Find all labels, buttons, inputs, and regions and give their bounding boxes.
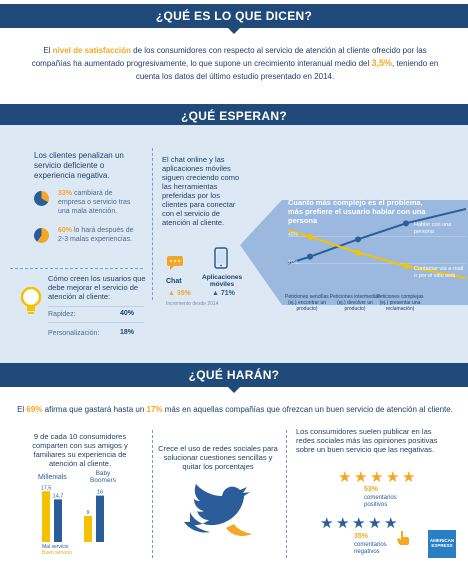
intro-text: , teniendo en cuenta los datos del último estudio presentado en 2014.	[135, 59, 439, 81]
apps-value: ▲ 71%	[212, 290, 235, 297]
pie-60-icon	[34, 228, 49, 243]
star-icon: ★	[320, 515, 334, 532]
series-point	[307, 234, 313, 240]
penalize-block	[34, 151, 144, 259]
category-label: Peticiones complejas (ej.) presentar una reclamación)	[376, 294, 424, 312]
column-divider	[286, 430, 287, 558]
chat-label: Chat	[166, 278, 182, 285]
stat-text: lo hará después de 2-3 malas experiencias.	[58, 227, 134, 243]
apps-value-text: 71%	[220, 290, 235, 297]
amex-logo	[428, 530, 456, 558]
chat-title: El chat online y las aplicaciones móviles siguen creciendo como las herramientas preferidas por los clientes para conectar con el servicio de atención al cliente.	[162, 155, 240, 227]
improve-title: Cómo creen los usuarios que debe mejorar el servicio de atención al cliente:	[48, 274, 146, 301]
stat-text: cambiará de empresa o servicio tras una mala atención.	[58, 190, 131, 215]
mobile-phone-icon	[214, 247, 228, 269]
chat-icon	[166, 255, 184, 271]
boomers-label: Baby Boomers	[89, 470, 116, 484]
positive-pct: 53%	[364, 486, 379, 493]
improve-value: 18%	[120, 329, 135, 336]
publish-title: Los consumidores suelen publicar en las redes sociales más las opiniones positivas sobre un buen servicio que las negativas.	[296, 427, 438, 454]
tick-label: 40%	[288, 232, 299, 238]
chat-value: ▲ 35%	[168, 290, 191, 297]
lead-text: más en aquellas compañías que ofrezcan un buen servicio de atención al cliente.	[162, 405, 453, 414]
intro-paragraph	[30, 44, 440, 83]
twitter-bird-icon	[180, 482, 260, 542]
row-divider	[48, 306, 144, 307]
intro-text: El	[43, 46, 53, 55]
lead-highlight: 69%	[26, 405, 43, 414]
column-divider	[152, 148, 153, 300]
lightbulb-icon	[18, 286, 44, 316]
section-banner-dicen	[0, 4, 468, 28]
star-icon: ★	[402, 469, 416, 486]
chat-block	[162, 155, 243, 307]
penalize-title: Los clientes penalizan un servicio deficiente o experiencia negativa.	[34, 151, 124, 180]
stat-33	[58, 189, 140, 216]
improve-label: Rapidez:	[48, 311, 76, 318]
star-icon: ★	[338, 469, 352, 486]
negative-pct: 35%	[354, 533, 369, 540]
category-label: Peticiones intermedias (ej.) devolver un producto)	[329, 294, 381, 312]
complex-chart-title: Cuanto más complejo es el problema, más prefiere el usuario hablar con una persona	[288, 198, 426, 225]
apps-label: Aplicaciones móviles	[202, 274, 243, 288]
improve-block	[10, 268, 145, 354]
star-icon: ★	[352, 515, 366, 532]
haran-lead	[10, 405, 460, 415]
social-title: Crece el uso de redes sociales para solucionar cuestiones sencillas y quitar los porcentajes	[158, 444, 278, 471]
millenials-label: Millenials	[38, 474, 67, 481]
category-label: Peticiones sencillas (ej.) encontrar un producto)	[285, 294, 329, 312]
lead-highlight: 17%	[146, 405, 163, 414]
star-icon: ★	[368, 515, 382, 532]
improve-value: 40%	[120, 310, 135, 317]
bar-value-label: 9	[86, 509, 90, 516]
bar-chart-svg	[30, 482, 120, 544]
bar-value-label: 17,5	[40, 485, 52, 492]
stat-60	[58, 226, 140, 244]
bar	[42, 491, 50, 542]
positive-label: comentarios positivos	[364, 495, 397, 508]
star-icon: ★	[384, 515, 398, 532]
bars-legend	[42, 544, 72, 556]
section-title: ¿QUÉ ESPERAN?	[181, 109, 287, 123]
stat-pct: 33%	[58, 190, 73, 197]
column-divider	[152, 430, 153, 558]
bar	[84, 516, 92, 542]
bars-group	[41, 485, 104, 542]
section-banner-haran	[0, 363, 468, 387]
series-point	[403, 263, 409, 269]
chat-value-text: 35%	[176, 290, 191, 297]
improve-label: Personalización:	[48, 330, 100, 337]
star-icon: ★	[386, 469, 400, 486]
intro-highlight: 3,5%	[371, 58, 392, 68]
star-icon: ★	[370, 469, 384, 486]
stat-pct: 60%	[58, 227, 73, 234]
section-title: ¿QUÉ ES LO QUE DICEN?	[155, 9, 313, 23]
lead-text: afirma que gastará hasta un	[42, 405, 147, 414]
tick-label: 20%	[288, 260, 299, 266]
bar-value-label: 16	[96, 489, 104, 496]
row-divider	[48, 322, 144, 323]
dashed-divider	[10, 268, 143, 269]
intro-highlight: nivel de satisfacción	[52, 46, 131, 55]
series-point	[355, 236, 361, 242]
legend-web: Contactar vía e-mail o por el sitio web	[414, 266, 464, 279]
negative-label: comentarios negativos	[354, 542, 387, 555]
pie-33-icon	[34, 191, 49, 206]
bar-value-label: 14,7	[52, 493, 64, 500]
lead-text: El	[17, 405, 27, 414]
share-title: 9 de cada 10 consumidores comparten con sus amigos y familiares su experiencia de atención al cliente.	[32, 432, 128, 468]
intro-text: de los consumidores con respecto al servicio de atención al cliente ofrecido por las compañías ha aumentado progresivamente, lo que supone un crecimiento interanual medio del	[31, 46, 427, 68]
star-icon: ★	[354, 469, 368, 486]
logo-text: AMERICAN EXPRESS	[429, 538, 455, 548]
legend-good: Buen servicio	[42, 550, 73, 556]
bar	[54, 499, 62, 542]
series-point	[307, 254, 313, 260]
star-icon: ★	[336, 515, 350, 532]
section-title: ¿QUÉ HARÁN?	[188, 368, 280, 382]
legend-bad: Mal servicio	[42, 544, 69, 550]
series-point	[355, 250, 361, 256]
increment-note: Incremento desde 2014	[166, 301, 219, 307]
bar	[96, 496, 104, 542]
legend-person: Hablar con una persona	[414, 222, 452, 235]
